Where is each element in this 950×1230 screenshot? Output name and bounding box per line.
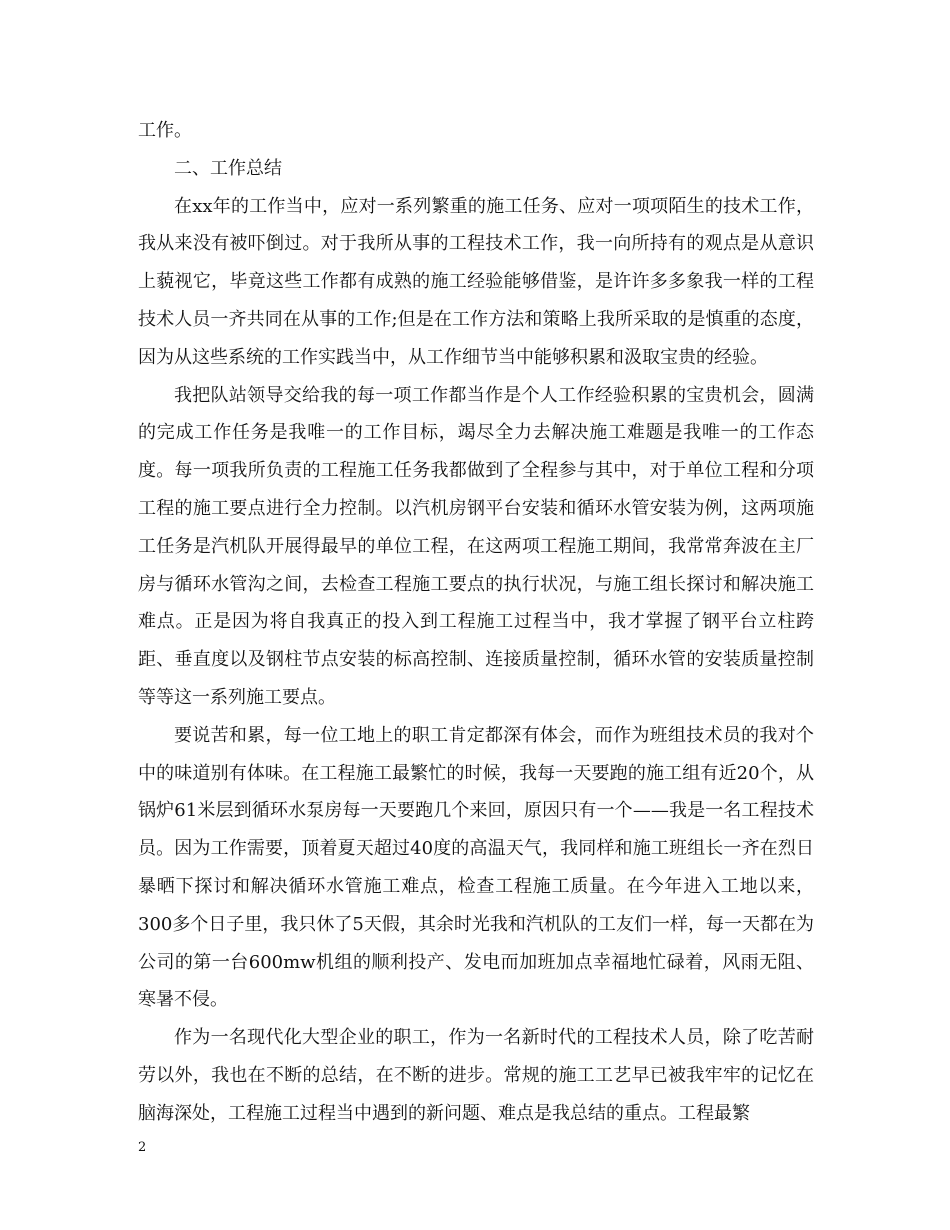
document-body [138,112,814,1133]
paragraph: 作为一名现代化大型企业的职工，作为一名新时代的工程技术人员，除了吃苦耐劳以外，我也在不断的总结，在不断的进步。常规的施工工艺早已被我牢牢的记忆在脑海深处，工程施工过程当中遇到的新问题、难点是我总结的重点。工程最繁 [138,1027,814,1124]
paragraph-continuation: 工作。 [138,120,192,141]
paragraph: 在xx年的工作当中，应对一系列繁重的施工任务、应对一项项陌生的技术工作，我从来没有被吓倒过。对于我所从事的工程技术工作，我一向所持有的观点是从意识上藐视它，毕竟这些工作都有成熟的施工经验能够借鉴，是许许多多象我一样的工程技术人员一齐共同在从事的工作;但是在工作方法和策略上我所采取的是慎重的态度，因为从这些系统的工作实践当中，从工作细节当中能够积累和汲取宝贵的经验。 [138,195,814,368]
paragraph: 要说苦和累，每一位工地上的职工肯定都深有体会，而作为班组技术员的我对个中的味道别有体味。在工程施工最繁忙的时候，我每一天要跑的施工组有近20个，从锅炉61米层到循环水泵房每一天要跑几个来回，原因只有一个——我是一名工程技术员。因为工作需要，顶着夏天超过40度的高温天气，我同样和施工班组长一齐在烈日暴晒下探讨和解决循环水管施工难点，检查工程施工质量。在今年进入工地以来，300多个日子里，我只休了5天假，其余时光我和汽机队的工友们一样，每一天都在为公司的第一台600mw机组的顺利投产、发电而加班加点幸福地忙碌着，风雨无阻、寒暑不侵。 [138,724,814,1011]
paragraph: 我把队站领导交给我的每一项工作都当作是个人工作经验积累的宝贵机会，圆满的完成工作任务是我唯一的工作目标，竭尽全力去解决施工难题是我唯一的工作态度。每一项我所负责的工程施工任务我都做到了全程参与其中，对于单位工程和分项工程的施工要点进行全力控制。以汽机房钢平台安装和循环水管安装为例，这两项施工任务是汽机队开展得最早的单位工程，在这两项工程施工期间，我常常奔波在主厂房与循环水管沟之间，去检查工程施工要点的执行状况，与施工组长探讨和解决施工难点。正是因为将自我真正的投入到工程施工过程当中，我才掌握了钢平台立柱跨距、垂直度以及钢柱节点安装的标高控制、连接质量控制，循环水管的安装质量控制等等这一系列施工要点。 [138,384,814,708]
section-heading: 二、工作总结 [174,157,282,179]
page-number: 2 [138,1140,147,1155]
